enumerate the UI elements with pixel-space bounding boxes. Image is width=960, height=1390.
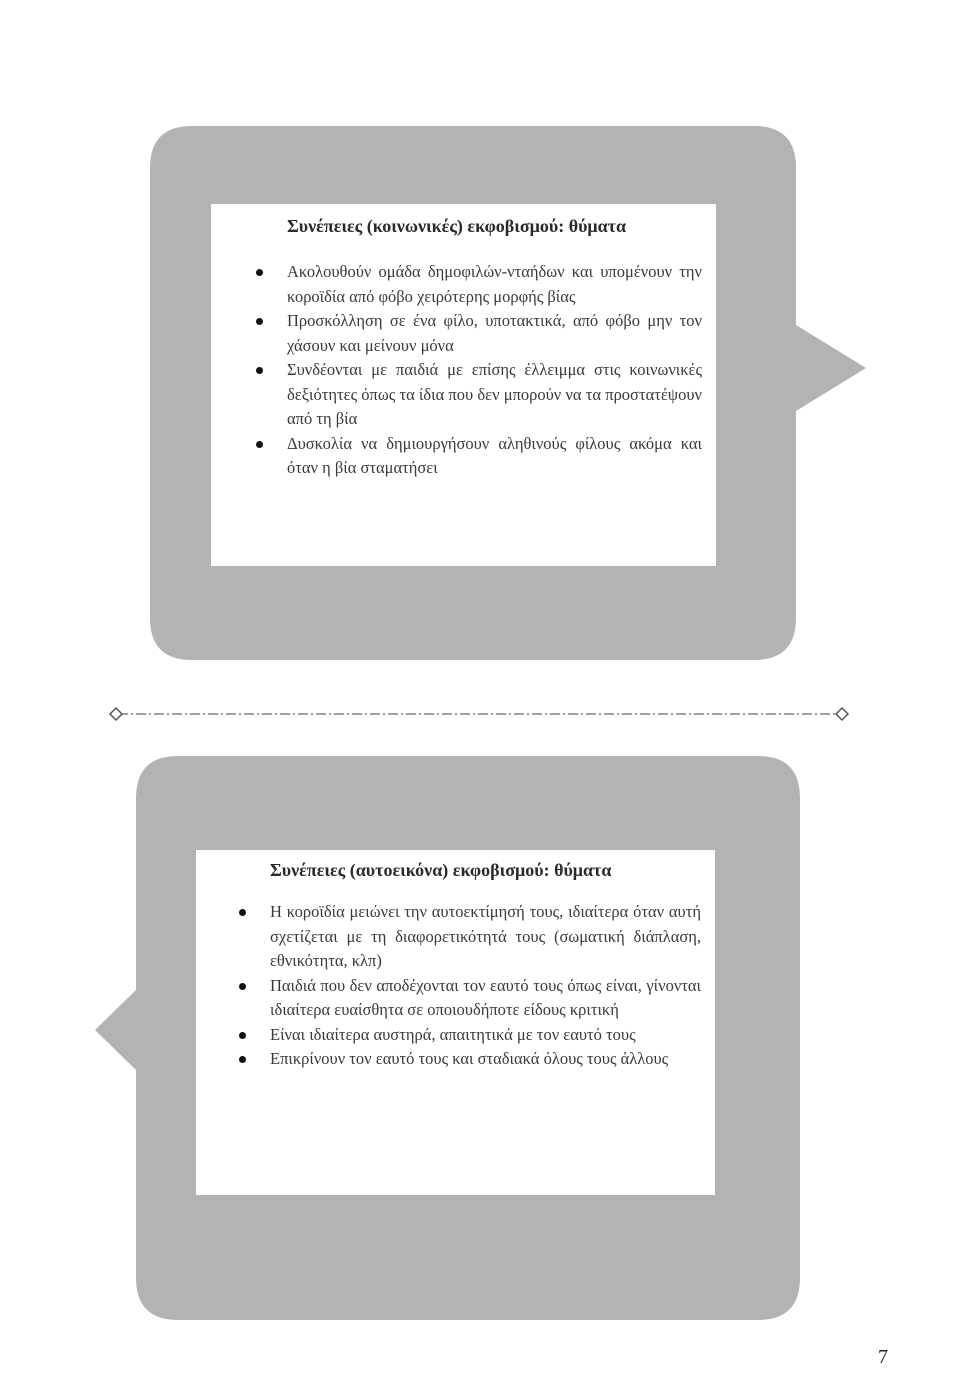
slide1-panel <box>211 204 716 566</box>
bullet-icon <box>239 1056 246 1063</box>
slide2-panel <box>196 850 715 1195</box>
list-item: Ακολουθούν ομάδα δημοφιλών-νταήδων και υπομένουν την κοροϊδία από φόβο χειρότερης μορφής βίας <box>287 260 702 309</box>
list-item: Η κοροϊδία μειώνει την αυτοεκτίμησή τους, ιδιαίτερα όταν αυτή σχετίζεται με τη διαφορετικότητά τους (σωματική διάπλαση, εθνικότητα, κλπ) <box>270 900 701 974</box>
slide1-bullet-list <box>287 260 702 481</box>
diamond-left-icon <box>110 708 122 720</box>
page-number: 7 <box>878 1346 888 1368</box>
diamond-right-icon <box>836 708 848 720</box>
list-item: Είναι ιδιαίτερα αυστηρά, απαιτητικά με τον εαυτό τους <box>270 1023 701 1048</box>
list-item: Δυσκολία να δημιουργήσουν αληθινούς φίλους ακόμα και όταν η βία σταματήσει <box>287 432 702 481</box>
slide2-bullet-list <box>270 900 701 1072</box>
bullet-icon <box>256 318 263 325</box>
slide2-title: Συνέπειες (αυτοεικόνα) εκφοβισμού: θύματα <box>270 860 612 880</box>
list-item: Συνδέονται με παιδιά με επίσης έλλειμμα στις κοινωνικές δεξιότητες όπως τα ίδια που δεν μπορούν να τα προστατέψουν από τη βία <box>287 358 702 432</box>
section-divider <box>108 706 850 722</box>
list-item: Παιδιά που δεν αποδέχονται τον εαυτό τους όπως είναι, γίνονται ιδιαίτερα ευαίσθητα σε οποιουδήποτε είδους κριτική <box>270 974 701 1023</box>
list-item: Προσκόλληση σε ένα φίλο, υποτακτικά, από φόβο μην τον χάσουν και μείνουν μόνα <box>287 309 702 358</box>
bullet-icon <box>239 1032 246 1039</box>
bullet-icon <box>256 269 263 276</box>
bullet-icon <box>239 983 246 990</box>
list-item: Επικρίνουν τον εαυτό τους και σταδιακά όλους τους άλλους <box>270 1047 701 1072</box>
bullet-icon <box>239 909 246 916</box>
bullet-icon <box>256 367 263 374</box>
slide1-title: Συνέπειες (κοινωνικές) εκφοβισμού: θύματα <box>287 216 627 236</box>
bullet-icon <box>256 441 263 448</box>
